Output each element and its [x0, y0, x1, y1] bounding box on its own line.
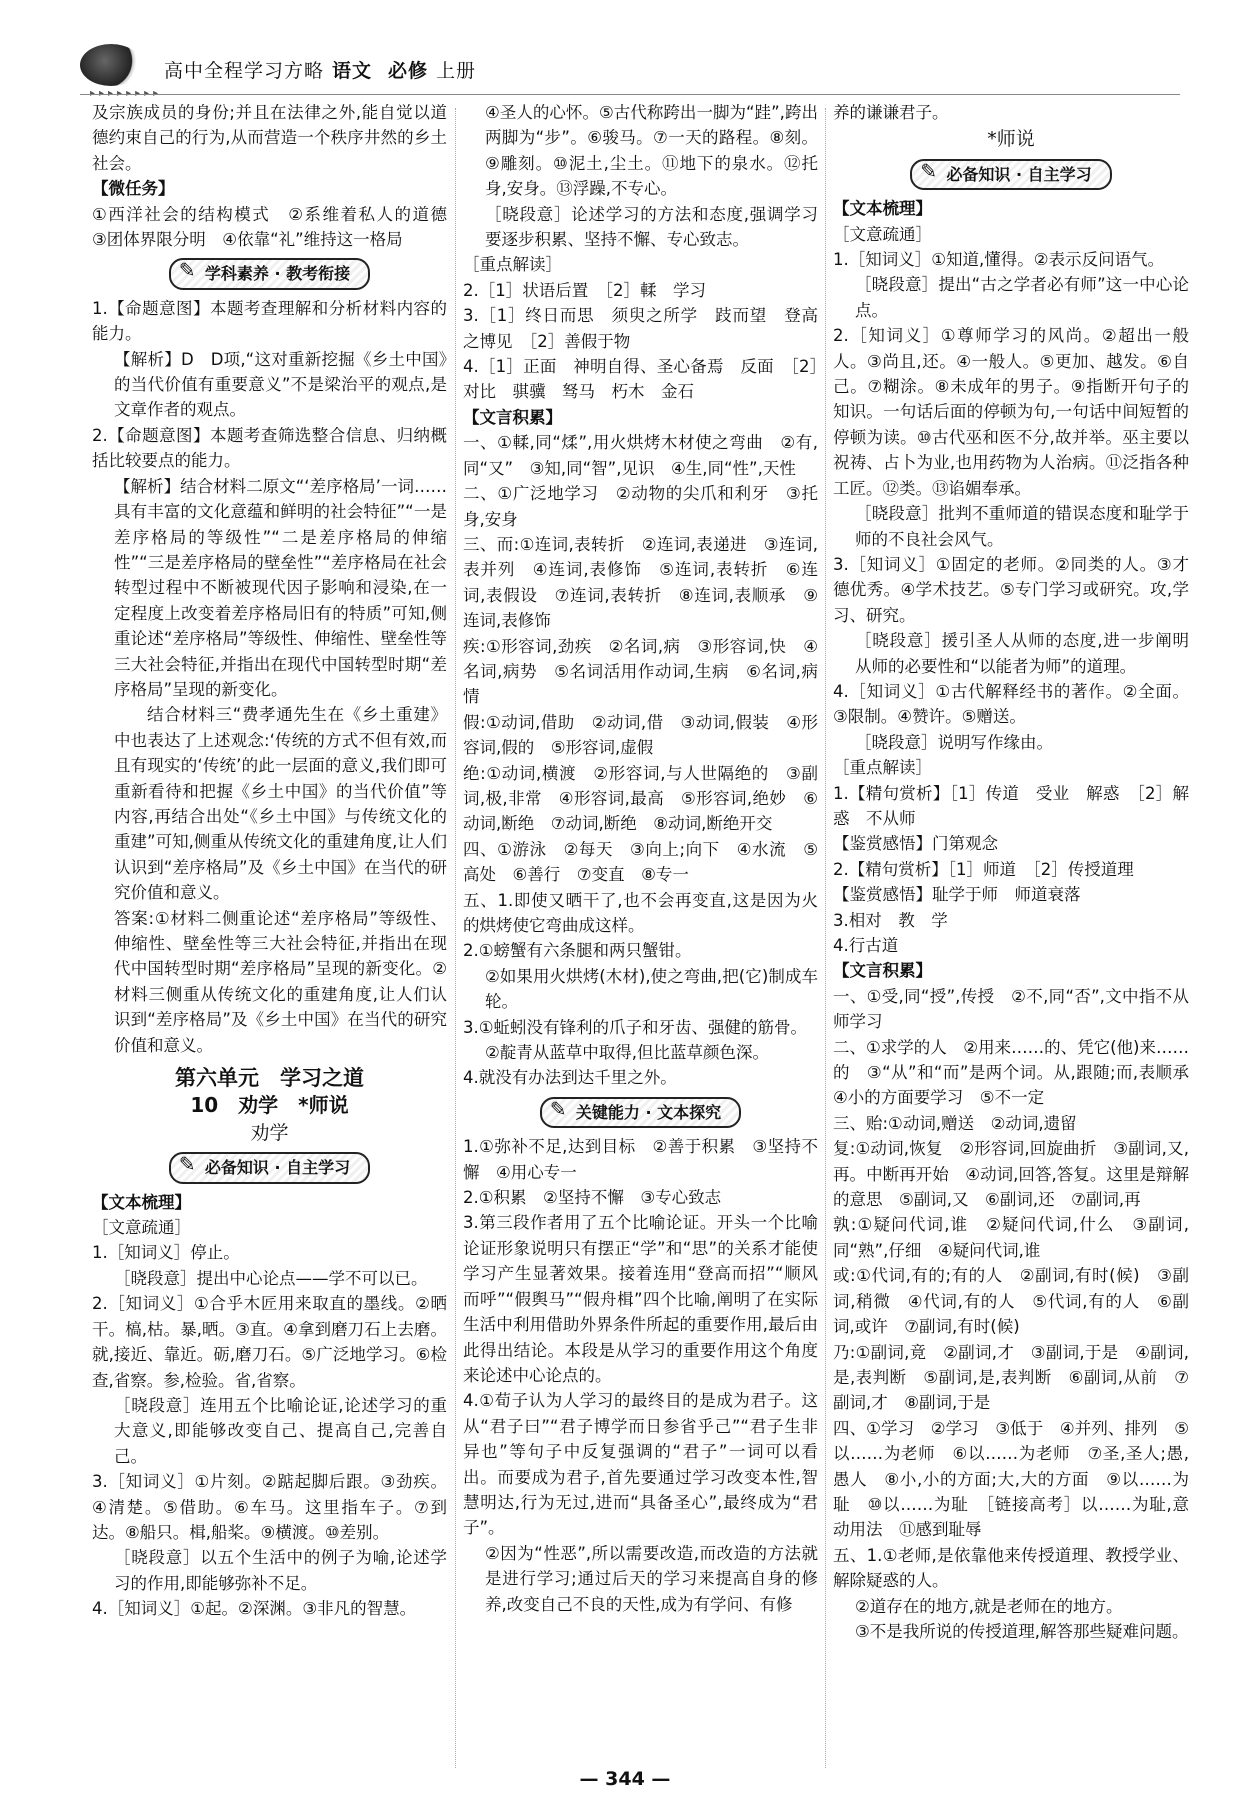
section-tag: 【文本梳理】 [833, 199, 932, 219]
paragraph: 3.第三段作者用了五个比喻论证。开头一个比喻论证形象说明只有摆正“学”和“思”的关系才能使学习产生显著效果。接着连用“登高而招”“顺风而呼”“假舆马”“假舟楫”四个比喻,阐明了在实际生活中利用借助外界条件所起的重要作用,最后由此得出结论。本段是从学习的重要作用这个角度来论述中心论点的。 [463, 1213, 818, 1385]
paragraph: ［晓段意］批判不重师道的错误态度和耻学于师的不良社会风气。 [855, 504, 1189, 549]
paragraph: 2.［知词义］①尊师学习的风尚。②超出一般人。③尚且,还。④一般人。⑤更加、越发。⑥自己。⑦糊涂。⑧未成年的男子。⑨指断开句子的知识。一句话后面的停顿为句,一句话中间短暂的停顿为读。⑩古代巫和医不分,故并举。巫主要以祝祷、占卜为业,也用药物为人治病。⑪泛指各种工匠。⑫类。⑬谄媚奉承。 [833, 326, 1189, 498]
column-2 [463, 100, 818, 1617]
paragraph: 二、①求学的人 ②用来……的、凭它(他)来……的 ③“从”和“而”是两个词。从,跟随;而,表顺承 ④小的方面要学习 ⑤不一定 [833, 1037, 1206, 1108]
paragraph: 1.［知词义］①知道,懂得。②表示反问语气。 [833, 250, 1165, 270]
paragraph: 2.①螃蟹有六条腿和两只蟹钳。 [463, 941, 692, 961]
paragraph: ［晓段意］提出“古之学者必有师”这一中心论点。 [855, 275, 1189, 320]
paragraph: 2.【命题意图】本题考查筛选整合信息、归纳概括比较要点的能力。 [92, 425, 447, 471]
header-series: 高中全程学习方略 [164, 60, 325, 82]
paragraph: 4.［1］正面 神明自得、圣心备焉 反面 ［2］对比 骐骥 驽马 朽木 金石 [463, 357, 818, 402]
paragraph: 孰:①疑问代词,谁 ②疑问代词,什么 ③副词,同“熟”,仔细 ④疑问代词,谁 [833, 1215, 1189, 1260]
paragraph: 四、①学习 ②学习 ③低于 ④并列、排列 ⑤以……为老师 ⑥以……为老师 ⑦圣,圣人;愚,愚人 ⑧小,小的方面;大,大的方面 ⑨以……为耻 ⑩以……为耻 ［链接高考］以……为耻,意动用法 ⑪感到耻辱 [833, 1418, 1189, 1540]
paragraph: 4.行古道 [833, 936, 899, 955]
paragraph: 【解析】D D项,“这对重新挖掘《乡土中国》的当代价值有重要意义”不是梁治平的观点,是文章作者的观点。 [114, 349, 447, 420]
section-tag: 【文本梳理】 [92, 1192, 191, 1212]
answer-paragraph: 答案:①材料二侧重论述“差序格局”等级性、伸缩性、壁垒性等三大社会特征,并指出在现代中国转型时期“差序格局”呈现的新变化。②材料三侧重从传统文化的重建角度,让人们认识到“差序格局”及《乡土中国》在当代的研究价值和意义。 [114, 908, 447, 1055]
paragraph: 结合材料三“费孝通先生在《乡土重建》中也表达了上述观念:‘传统的方式不但有效,而且有现实的‘传统’的此一层面的意义,我们即可重新看待和把握《乡土中国》的当代价值”等内容,再结合出处“《乡土中国》与传统文化的重建”可知,侧重从传统文化的重建角度,让人们认识到“差序格局”及《乡土中国》在当代的研究价值和意义。 [114, 705, 447, 903]
paragraph: 2.①积累 ②坚持不懈 ③专心致志 [463, 1188, 722, 1208]
paragraph: 4.①荀子认为人学习的最终目的是成为君子。这从“君子曰”“君子博学而日参省乎己”“君子生非异也”等句子中反复强调的“君子”一词可以看出。而要成为君子,首先要通过学习改变本性,智慧明达,行为无过,进而“具备圣心”,最终成为“君子”。 [463, 1391, 818, 1538]
paragraph: 4.［知词义］①古代解释经书的著作。②全面。③限制。④赞许。⑤赠送。 [833, 681, 1189, 727]
paragraph: 【鉴赏感悟】门第观念 [833, 834, 998, 854]
section-banner: ✎ 必备知识 · 自主学习 [833, 159, 1189, 190]
header-volume: 上册 [436, 60, 477, 82]
page-number: — 344 — [579, 1768, 671, 1790]
paragraph: ②道存在的地方,就是老师在的地方。 [855, 1596, 1123, 1616]
publisher-logo-icon [80, 44, 142, 86]
paragraph: 一、①受,同“授”,传授 ②不,同“否”,文中指不从师学习 [833, 986, 1189, 1032]
paragraph: 2.【精句赏析】［1］师道 ［2］传授道理 [833, 859, 1134, 879]
paragraph: 3.［1］终日而思 须臾之所学 跂而望 登高之博见 ［2］善假于物 [463, 306, 818, 351]
paragraph: 3.相对 教 学 [833, 910, 948, 930]
paragraph: 2.［1］状语后置 ［2］輮 学习 [463, 280, 706, 300]
paragraph: 3.［知词义］①固定的老师。②同类的人。③才德优秀。④学术技艺。⑤专门学习或研究。攻,学习、研究。 [833, 554, 1189, 625]
header-book: 必修 [388, 60, 429, 82]
column-divider [825, 108, 826, 1768]
section-tag: 【微任务】 [92, 179, 175, 199]
section-tag: ［重点解读］ [463, 255, 562, 275]
header-divider [80, 94, 1180, 95]
paragraph: ③不是我所说的传授道理,解答那些疑难问题。 [855, 1621, 1189, 1641]
paragraph: ［晓段意］说明写作缘由。 [855, 732, 1053, 752]
section-banner: ✎ 必备知识 · 自主学习 [92, 1152, 447, 1183]
paragraph: 【鉴赏感悟】耻学于师 师道衰落 [833, 885, 1081, 905]
paragraph: ①西洋社会的结构模式 ②系维着私人的道德 ③团体界限分明 ④依靠“礼”维持这一格局 [92, 204, 464, 250]
paragraph: 1.［知词义］停止。 [92, 1243, 240, 1263]
paragraph: 或:①代词,有的;有的人 ②副词,有时(候) ③副词,稍微 ④代词,有的人 ⑤代词,有的人 ⑥副词,或许 ⑦副词,有时(候) [833, 1266, 1189, 1337]
paragraph: 四、①游泳 ②每天 ③向上;向下 ④水流 ⑤高处 ⑥善行 ⑦变直 ⑧专一 [463, 839, 818, 885]
paragraph: 一、①輮,同“煣”,用火烘烤木材使之弯曲 ②有,同“又” ③知,同“智”,见识 ④生,同“性”,天性 [463, 433, 818, 478]
lesson-subtitle: *师说 [987, 128, 1035, 151]
paragraph: ［晓段意］提出中心论点——学不可以已。 [114, 1268, 428, 1288]
paragraph: 1.①弥补不足,达到目标 ②善于积累 ③坚持不懈 ④用心专一 [463, 1137, 818, 1182]
unit-title: 第六单元 学习之道 [175, 1066, 364, 1091]
paragraph: 五、1.①老师,是依靠他来传授道理、教授学业、解除疑惑的人。 [833, 1545, 1189, 1591]
header-title [164, 56, 476, 83]
paragraph: 4.［知词义］①起。②深渊。③非凡的智慧。 [92, 1599, 417, 1619]
column-3 [833, 100, 1206, 1644]
paragraph: 疾:①形容词,劲疾 ②名词,病 ③形容词,快 ④名词,病势 ⑤名词活用作动词,生病 ⑥名词,病情 [463, 636, 818, 707]
paragraph: 三、而:①连词,表转折 ②连词,表递进 ③连词,表并列 ④连词,表修饰 ⑤连词,表转折 ⑥连词,表假设 ⑦连词,表转折 ⑧连词,表顺承 ⑨连词,表修饰 [463, 534, 818, 631]
column-divider [455, 108, 456, 1768]
paragraph: 1.【精句赏析】［1］传道 受业 解惑 ［2］解惑 不从师 [833, 783, 1189, 828]
section-tag: 【文言积累】 [463, 407, 562, 427]
paragraph: 三、贻:①动词,赠送 ②动词,遗留 [833, 1113, 1077, 1133]
lesson-title: 10 劝学 *师说 [190, 1093, 349, 1118]
paragraph: ②因为“性恶”,所以需要改造,而改造的方法就是进行学习;通过后天的学习来提高自身的修养,改变自己不良的天性,成为有学问、有修 [485, 1543, 818, 1614]
paragraph: 3.［知词义］①片刻。②踮起脚后跟。③劲疾。④清楚。⑤借助。⑥车马。这里指车子。⑦到达。⑧船只。楫,船桨。⑨横渡。⑩差别。 [92, 1472, 447, 1542]
paragraph: 2.［知词义］①合乎木匠用来取直的墨线。②晒干。槁,枯。暴,晒。③直。④拿到磨刀石上去磨。就,接近、靠近。砺,磨刀石。⑤广泛地学习。⑥检查,省察。参,检验。省,省察。 [92, 1294, 447, 1390]
section-banner: ✎ 关键能力 · 文本探究 [463, 1097, 818, 1128]
paragraph: 绝:①动词,横渡 ②形容词,与人世隔绝的 ③副词,极,非常 ④形容词,最高 ⑤形容词,绝妙 ⑥动词,断绝 ⑦动词,断绝 ⑧动词,断绝开交 [463, 763, 818, 834]
section-banner: ✎ 学科素养 · 教考衔接 [92, 258, 447, 289]
paragraph: 乃:①副词,竟 ②副词,才 ③副词,于是 ④副词,是,表判断 ⑤副词,是,表判断 ⑥副词,从前 ⑦副词,才 ⑧副词,于是 [833, 1342, 1189, 1413]
section-tag: ［文意疏通］ [92, 1218, 191, 1238]
paragraph: 4.就没有办法到达千里之外。 [463, 1068, 677, 1088]
paragraph: ④圣人的心怀。⑤古代称跨出一脚为“跬”,跨出两脚为“步”。⑥骏马。⑦一天的路程。⑧刻。⑨雕刻。⑩泥土,尘土。⑪地下的泉水。⑫托身,安身。⑬浮躁,不专心。 [485, 103, 818, 199]
section-tag: ［重点解读］ [833, 758, 932, 778]
paragraph: 假:①动词,借助 ②动词,借 ③动词,假装 ④形容词,假的 ⑤形容词,虚假 [463, 712, 818, 758]
paragraph: 及宗族成员的身份;并且在法律之外,能自觉以道德约束自己的行为,从而营造一个秩序井然的乡土社会。 [92, 103, 447, 173]
paragraph: ［晓段意］连用五个比喻论证,论述学习的重大意义,即能够改变自己、提高自己,完善自己。 [114, 1395, 447, 1466]
paragraph: ②如果用火烘烤(木材),使之弯曲,把(它)制成车轮。 [485, 966, 818, 1012]
lesson-subtitle: 劝学 [250, 1121, 289, 1144]
paragraph: 二、①广泛地学习 ②动物的尖爪和利牙 ③托身,安身 [463, 484, 818, 529]
paragraph: 3.①蚯蚓没有锋利的爪子和牙齿、强健的筋骨。 [463, 1017, 808, 1037]
paragraph: ［晓段意］论述学习的方法和态度,强调学习要逐步积累、坚持不懈、专心致志。 [485, 204, 818, 250]
arrow-decoration-icon: ▸▸▸▸▸▸▸▸ [90, 88, 163, 99]
paragraph: 复:①动词,恢复 ②形容词,回旋曲折 ③副词,又,再。中断再开始 ④动词,回答,答复。这里是辩解的意思 ⑤副词,又 ⑥副词,还 ⑦副词,再 [833, 1139, 1189, 1210]
section-tag: ［文意疏通］ [833, 224, 932, 244]
paragraph: ［晓段意］援引圣人从师的态度,进一步阐明从师的必要性和“以能者为师”的道理。 [855, 631, 1189, 676]
paragraph: 五、1.即使又晒干了,也不会再变直,这是因为火的烘烤使它弯曲成这样。 [463, 890, 818, 935]
paragraph: 养的谦谦君子。 [833, 103, 949, 122]
paragraph: 1.【命题意图】本题考查理解和分析材料内容的能力。 [92, 298, 447, 344]
section-tag: 【文言积累】 [833, 961, 932, 981]
column-1 [92, 100, 464, 1622]
header-subject: 语文 [332, 60, 373, 82]
paragraph: 【解析】结合材料二原文“‘差序格局’一词……具有丰富的文化意蕴和鲜明的社会特征”“一是差序格局的等级性”“二是差序格局的伸缩性”“三是差序格局的壁垒性”“差序格局在社会转型过程中不断被现代因子影响和浸染,在一定程度上改变着差序格局旧有的特质”可知,侧重论述“差序格局”等级性、伸缩性、壁垒性等三大社会特征,并指出在现代中国转型时期“差序格局”呈现的新变化。 [114, 476, 447, 699]
page-header [80, 44, 1180, 100]
paragraph: ②靛青从蓝草中取得,但比蓝草颜色深。 [485, 1043, 770, 1063]
paragraph: ［晓段意］以五个生活中的例子为喻,论述学习的作用,即能够弥补不足。 [114, 1548, 447, 1593]
